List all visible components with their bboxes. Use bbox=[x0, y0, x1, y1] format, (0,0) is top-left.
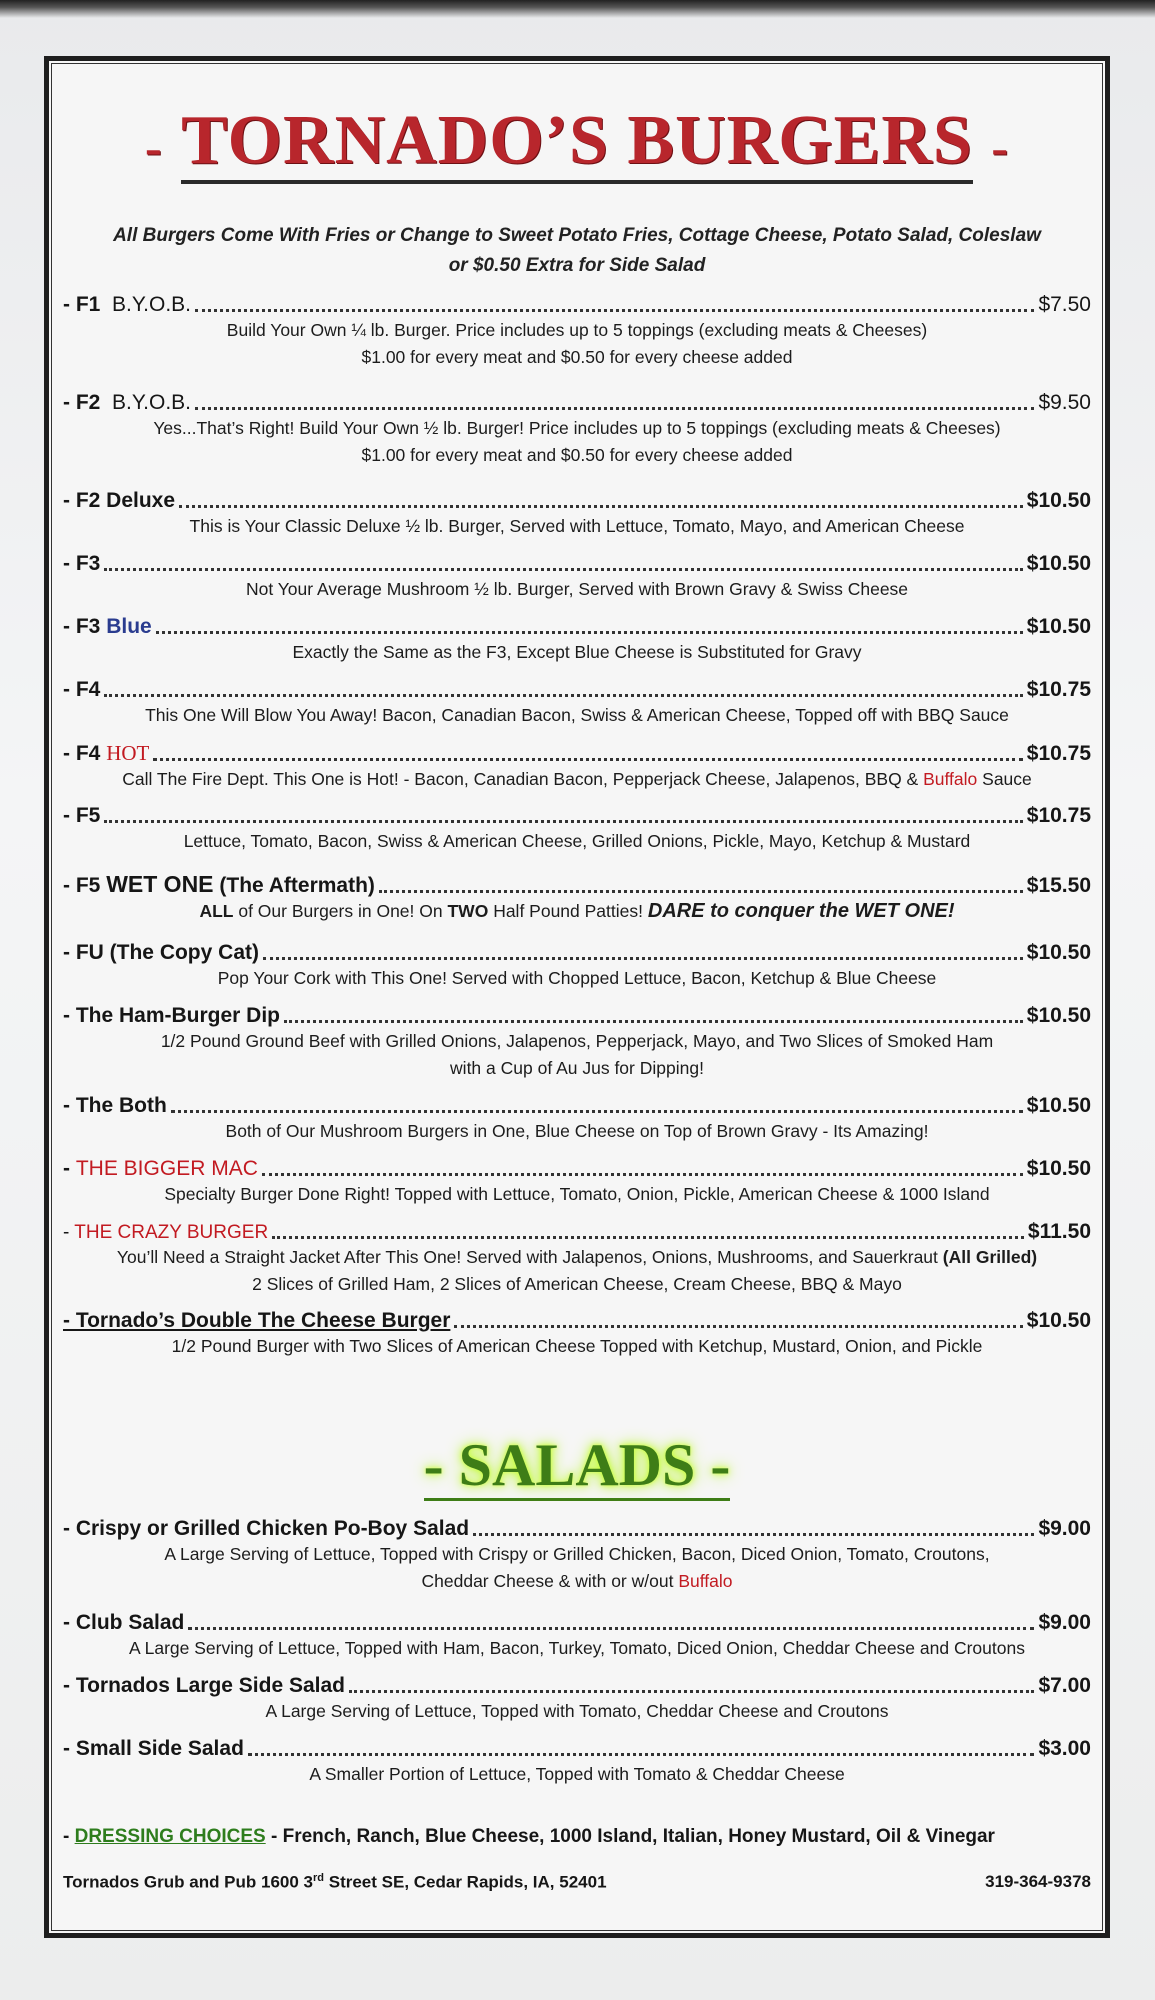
menu-frame bbox=[44, 56, 1110, 1938]
menu-item-fu-copy-cat: - FU (The Copy Cat) $10.50 Pop Your Cork with This One! Served with Chopped Lettuce, Bacon, Ketchup & Blue Cheese bbox=[63, 941, 1091, 988]
menu-item-f4: - F4 $10.75 This One Will Blow You Away! Bacon, Canadian Bacon, Swiss & American Cheese, Topped off with BBQ Sauce bbox=[63, 678, 1091, 725]
item-price: $11.50 bbox=[1027, 1220, 1091, 1243]
item-price: $10.75 bbox=[1026, 678, 1091, 701]
item-price: $10.75 bbox=[1026, 742, 1091, 765]
item-price: $10.50 bbox=[1026, 1004, 1091, 1027]
item-price: $7.50 bbox=[1038, 293, 1091, 316]
salads-heading: - SALADS - bbox=[49, 1431, 1105, 1501]
menu-item-f3: - F3 $10.50 Not Your Average Mushroom ½ lb. Burger, Served with Brown Gravy & Swiss Cheese bbox=[63, 552, 1091, 599]
restaurant-address: Tornados Grub and Pub 1600 3rd Street SE, Cedar Rapids, IA, 52401 bbox=[63, 1872, 607, 1892]
menu-item-f1: - F1 B.Y.O.B. $7.50 Build Your Own ¼ lb. Burger. Price includes up to 5 toppings (excluding meats & Cheeses) $1.00 for every meat and $0.50 for every cheese added bbox=[63, 293, 1091, 367]
item-price: $15.50 bbox=[1026, 874, 1091, 897]
menu-item-crazy-burger: - THE CRAZY BURGER $11.50 You’ll Need a Straight Jacket After This One! Served with Jalapenos, Onions, Mushrooms, and Sauerkraut (All Grilled) 2 Slices of Grilled Ham, 2 Slices of American Cheese, Cream Cheese, BBQ & Mayo bbox=[63, 1220, 1091, 1294]
salad-item-small-side: - Small Side Salad $3.00 A Smaller Portion of Lettuce, Topped with Tomato & Cheddar Cheese bbox=[63, 1737, 1091, 1784]
item-price: $10.50 bbox=[1026, 941, 1091, 964]
menu-item-bigger-mac: - THE BIGGER MAC $10.50 Specialty Burger Done Right! Topped with Lettuce, Tomato, Onion, Pickle, American Cheese & 1000 Island bbox=[63, 1157, 1091, 1204]
item-price: $10.50 bbox=[1026, 552, 1091, 575]
item-price: $10.50 bbox=[1026, 489, 1091, 512]
dressing-choices: - DRESSING CHOICES - French, Ranch, Blue Cheese, 1000 Island, Italian, Honey Mustard, Oil & Vinegar bbox=[63, 1826, 995, 1847]
menu-item-f2: - F2 B.Y.O.B. $9.50 Yes...That’s Right! Build Your Own ½ lb. Burger! Price includes up to 5 toppings (excluding meats & Cheeses) $1.00 for every meat and $0.50 for every cheese added bbox=[63, 391, 1091, 465]
menu-item-f4-hot: - F4 HOT $10.75 Call The Fire Dept. This One is Hot! - Bacon, Canadian Bacon, Pepperjack Cheese, Jalapenos, BBQ & Buffalo Sauce bbox=[63, 741, 1091, 789]
menu-item-ham-burger-dip: - The Ham-Burger Dip $10.50 1/2 Pound Ground Beef with Grilled Onions, Jalapenos, Pepperjack, Mayo, and Two Slices of Smoked Ham with a Cup of Au Jus for Dipping! bbox=[63, 1004, 1091, 1078]
item-price: $10.50 bbox=[1026, 1094, 1091, 1117]
salad-item-large-side: - Tornados Large Side Salad $7.00 A Large Serving of Lettuce, Topped with Tomato, Cheddar Cheese and Croutons bbox=[63, 1674, 1091, 1721]
restaurant-phone: 319-364-9378 bbox=[985, 1872, 1091, 1891]
item-price: $10.75 bbox=[1026, 804, 1091, 827]
menu-title: - TORNADO’S BURGERS - bbox=[49, 101, 1105, 184]
item-price: $10.50 bbox=[1026, 1157, 1091, 1180]
item-price: $10.50 bbox=[1026, 1309, 1091, 1332]
salad-item-club: - Club Salad $9.00 A Large Serving of Lettuce, Topped with Ham, Bacon, Turkey, Tomato, Diced Onion, Cheddar Cheese and Croutons bbox=[63, 1611, 1091, 1658]
item-price: $10.50 bbox=[1026, 615, 1091, 638]
menu-item-double-cheese-burger: - Tornado’s Double The Cheese Burger $10.50 1/2 Pound Burger with Two Slices of American Cheese Topped with Ketchup, Mustard, Onion, and Pickle bbox=[63, 1309, 1091, 1356]
item-price: $9.00 bbox=[1038, 1517, 1091, 1540]
item-price: $7.00 bbox=[1038, 1674, 1091, 1697]
item-price: $9.50 bbox=[1038, 391, 1091, 414]
menu-footer bbox=[63, 1872, 1091, 1893]
menu-item-f5-wet-one: - F5 WET ONE (The Aftermath) $15.50 ALL of Our Burgers in One! On TWO Half Pound Patties! DARE to conquer the WET ONE! bbox=[63, 871, 1091, 922]
item-price: $3.00 bbox=[1038, 1737, 1091, 1760]
menu-item-f2-deluxe: - F2 Deluxe $10.50 This is Your Classic Deluxe ½ lb. Burger, Served with Lettuce, Tomato, Mayo, and American Cheese bbox=[63, 489, 1091, 536]
top-shadow bbox=[0, 0, 1155, 18]
menu-title-text: TORNADO’S BURGERS bbox=[181, 102, 973, 184]
intro-note: All Burgers Come With Fries or Change to Sweet Potato Fries, Cottage Cheese, Potato Salad, Coleslaw or $0.50 Extra for Side Salad bbox=[113, 225, 1041, 276]
menu-item-the-both: - The Both $10.50 Both of Our Mushroom Burgers in One, Blue Cheese on Top of Brown Gravy - Its Amazing! bbox=[63, 1094, 1091, 1141]
salad-item-po-boy: - Crispy or Grilled Chicken Po-Boy Salad $9.00 A Large Serving of Lettuce, Topped with Crispy or Grilled Chicken, Bacon, Diced Onion, Tomato, Croutons, Cheddar Cheese & with or w/out Buffalo bbox=[63, 1517, 1091, 1591]
item-price: $9.00 bbox=[1038, 1611, 1091, 1634]
menu-item-f5: - F5 $10.75 Lettuce, Tomato, Bacon, Swiss & American Cheese, Grilled Onions, Pickle, Mayo, Ketchup & Mustard bbox=[63, 804, 1091, 851]
menu-item-f3-blue: - F3 Blue $10.50 Exactly the Same as the F3, Except Blue Cheese is Substituted for Gravy bbox=[63, 615, 1091, 662]
